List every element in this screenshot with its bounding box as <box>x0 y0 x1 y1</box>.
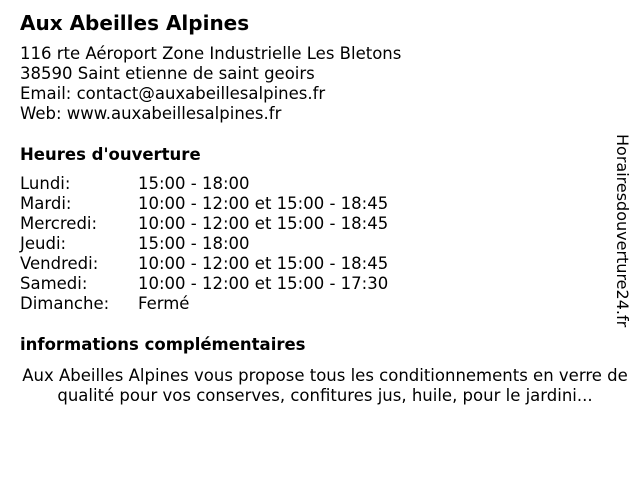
site-watermark: Horairesdouverture24.fr <box>613 134 632 328</box>
address-line-street: 116 rte Aéroport Zone Industrielle Les Bletons <box>20 44 402 63</box>
day-label: Dimanche: <box>20 294 110 313</box>
time-value: Fermé <box>138 294 190 313</box>
additional-info-heading: informations complémentaires <box>20 335 306 354</box>
web-line[interactable]: Web: www.auxabeillesalpines.fr <box>20 104 282 123</box>
hours-row-sunday <box>20 294 440 314</box>
address-line-city: 38590 Saint etienne de saint geoirs <box>20 64 315 83</box>
business-description: Aux Abeilles Alpines vous propose tous les conditionnements en verre de qualité pour vos conserves, confitures jus, huile, pour le jardini... <box>22 366 628 405</box>
time-value: 10:00 - 12:00 et 15:00 - 17:30 <box>138 274 389 293</box>
time-value: 15:00 - 18:00 <box>138 234 250 253</box>
hours-row-monday <box>20 174 440 194</box>
day-label: Mardi: <box>20 194 72 213</box>
day-label: Vendredi: <box>20 254 99 273</box>
email-line[interactable]: Email: contact@auxabeillesalpines.fr <box>20 84 326 103</box>
day-label: Samedi: <box>20 274 88 293</box>
hours-row-saturday <box>20 274 440 294</box>
time-value: 10:00 - 12:00 et 15:00 - 18:45 <box>138 194 389 213</box>
hours-row-tuesday <box>20 194 440 214</box>
time-value: 15:00 - 18:00 <box>138 174 250 193</box>
contact-block <box>20 44 401 124</box>
time-value: 10:00 - 12:00 et 15:00 - 18:45 <box>138 214 389 233</box>
day-label: Lundi: <box>20 174 71 193</box>
business-name: Aux Abeilles Alpines <box>20 11 250 35</box>
hours-row-friday <box>20 254 440 274</box>
opening-hours-heading: Heures d'ouverture <box>20 145 201 164</box>
opening-hours-table <box>20 174 440 314</box>
time-value: 10:00 - 12:00 et 15:00 - 18:45 <box>138 254 389 273</box>
day-label: Mercredi: <box>20 214 98 233</box>
hours-row-wednesday <box>20 214 440 234</box>
day-label: Jeudi: <box>20 234 67 253</box>
hours-row-thursday <box>20 234 440 254</box>
